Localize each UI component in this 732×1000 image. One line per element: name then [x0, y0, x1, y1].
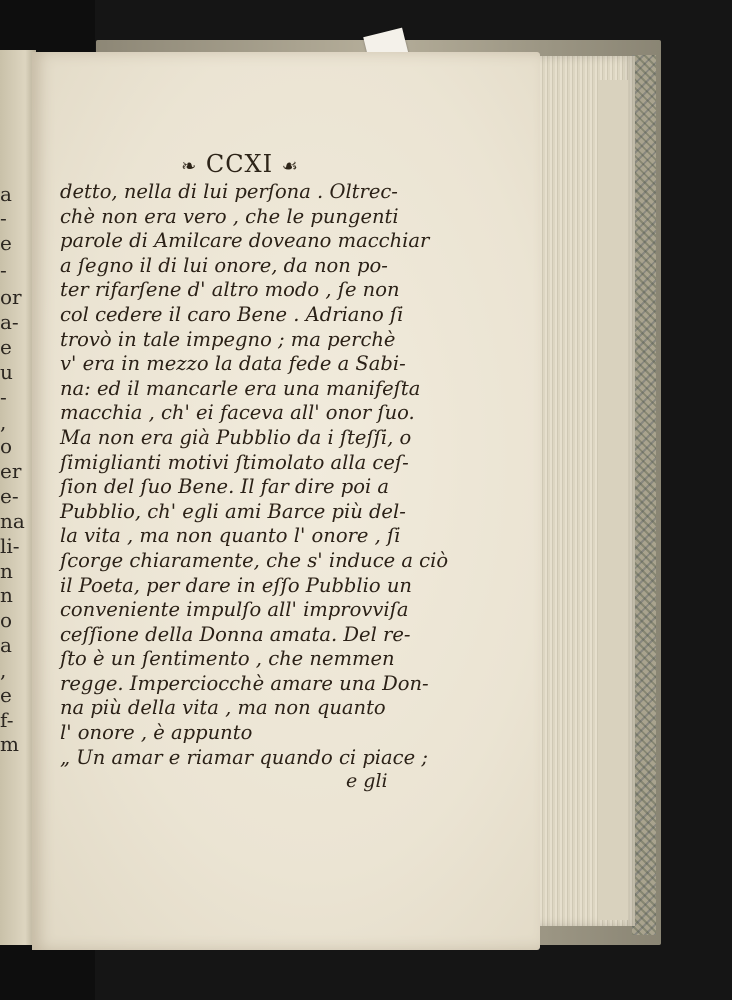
left-page-fragment: e: [0, 335, 12, 359]
left-page-fragment: ,: [0, 658, 7, 682]
left-page-fragment: -: [0, 385, 7, 409]
left-page-fragment: e-: [0, 484, 19, 508]
text-line: il Poeta, per dare in eſſo Pubblio un: [60, 573, 412, 597]
text-line: na più della vita , ma non quanto: [60, 696, 386, 720]
left-page-fragment: li-: [0, 534, 20, 558]
text-line: trovò in tale impegno ; ma perchè: [60, 327, 396, 351]
text-line: a ſegno il di lui onore, da non po-: [60, 253, 388, 277]
text-line: v' era in mezzo la data fede a Sabi-: [60, 352, 406, 376]
left-page-edge: [0, 50, 36, 945]
left-page-fragment: -: [0, 258, 7, 282]
text-line: ſion del ſuo Bene. Il far dire poi a: [60, 475, 390, 499]
text-line: na: ed il mancarle era una manifeſta: [60, 376, 421, 400]
left-page-fragment: or: [0, 285, 22, 309]
text-line: ſimiglianti motivi ſtimolato alla ceſ-: [60, 450, 409, 474]
text-line: Ma non era già Pubblio da i ſteſſi, o: [60, 425, 412, 449]
left-page-fragment: a: [0, 633, 12, 657]
text-line: l' onore , è appunto: [60, 721, 253, 745]
header-ornament-right: ☙: [281, 156, 299, 177]
text-line: ter rifarſene d' altro modo , ſe non: [60, 278, 400, 302]
left-page-fragment: m: [0, 732, 19, 756]
text-line: conveniente impulſo all' improvviſa: [60, 598, 409, 622]
left-page-fragment: f-: [0, 708, 14, 732]
text-line: col cedere il caro Bene . Adriano ſi: [60, 302, 404, 326]
catchword: e gli: [346, 770, 388, 792]
header-ornament-left: ❧: [181, 156, 198, 177]
text-line: ceſſione della Donna amata. Del re-: [60, 622, 411, 646]
text-line: ſcorge chiaramente, che s' induce a ciò: [60, 548, 449, 572]
left-page-fragment: a-: [0, 310, 19, 334]
left-page-fragment: u: [0, 360, 13, 384]
text-line: parole di Amilcare doveano macchiar: [60, 229, 430, 253]
left-page-fragment: e: [0, 231, 12, 255]
left-page-fragment: e: [0, 683, 12, 707]
text-line: detto, nella di lui perſona . Oltrec-: [60, 180, 398, 203]
left-page-fragment: o: [0, 608, 13, 632]
cover-marbled-edge: [632, 55, 656, 935]
left-page-fragment: na: [0, 509, 25, 533]
text-line: Pubblio, ch' egli ami Barce più del-: [60, 499, 406, 523]
left-page-fragment: a: [0, 182, 12, 206]
left-page-fragment: n: [0, 583, 13, 607]
left-page-fragment: o: [0, 434, 13, 458]
text-line: ſto è un ſentimento , che nemmen: [60, 647, 395, 671]
left-page-fragment: n: [0, 559, 13, 583]
text-line: regge. Imperciocchè amare una Don-: [60, 671, 429, 695]
left-page-fragment: ,: [0, 410, 7, 434]
text-line: chè non era vero , che le pungenti: [60, 204, 399, 228]
text-line: „ Un amar e riamar quando ci piace ;: [60, 745, 428, 769]
page-stack-inner: [598, 80, 628, 920]
left-page-fragment: -: [0, 206, 7, 230]
page-body-text: [60, 180, 449, 770]
text-line: la vita , ma non quanto l' onore , ſi: [60, 524, 401, 548]
page-number-roman: CCXI: [205, 150, 274, 178]
page-header: [160, 150, 320, 178]
text-line: macchia , ch' ei faceva all' onor ſuo.: [60, 401, 415, 425]
left-page-fragment: er: [0, 459, 22, 483]
